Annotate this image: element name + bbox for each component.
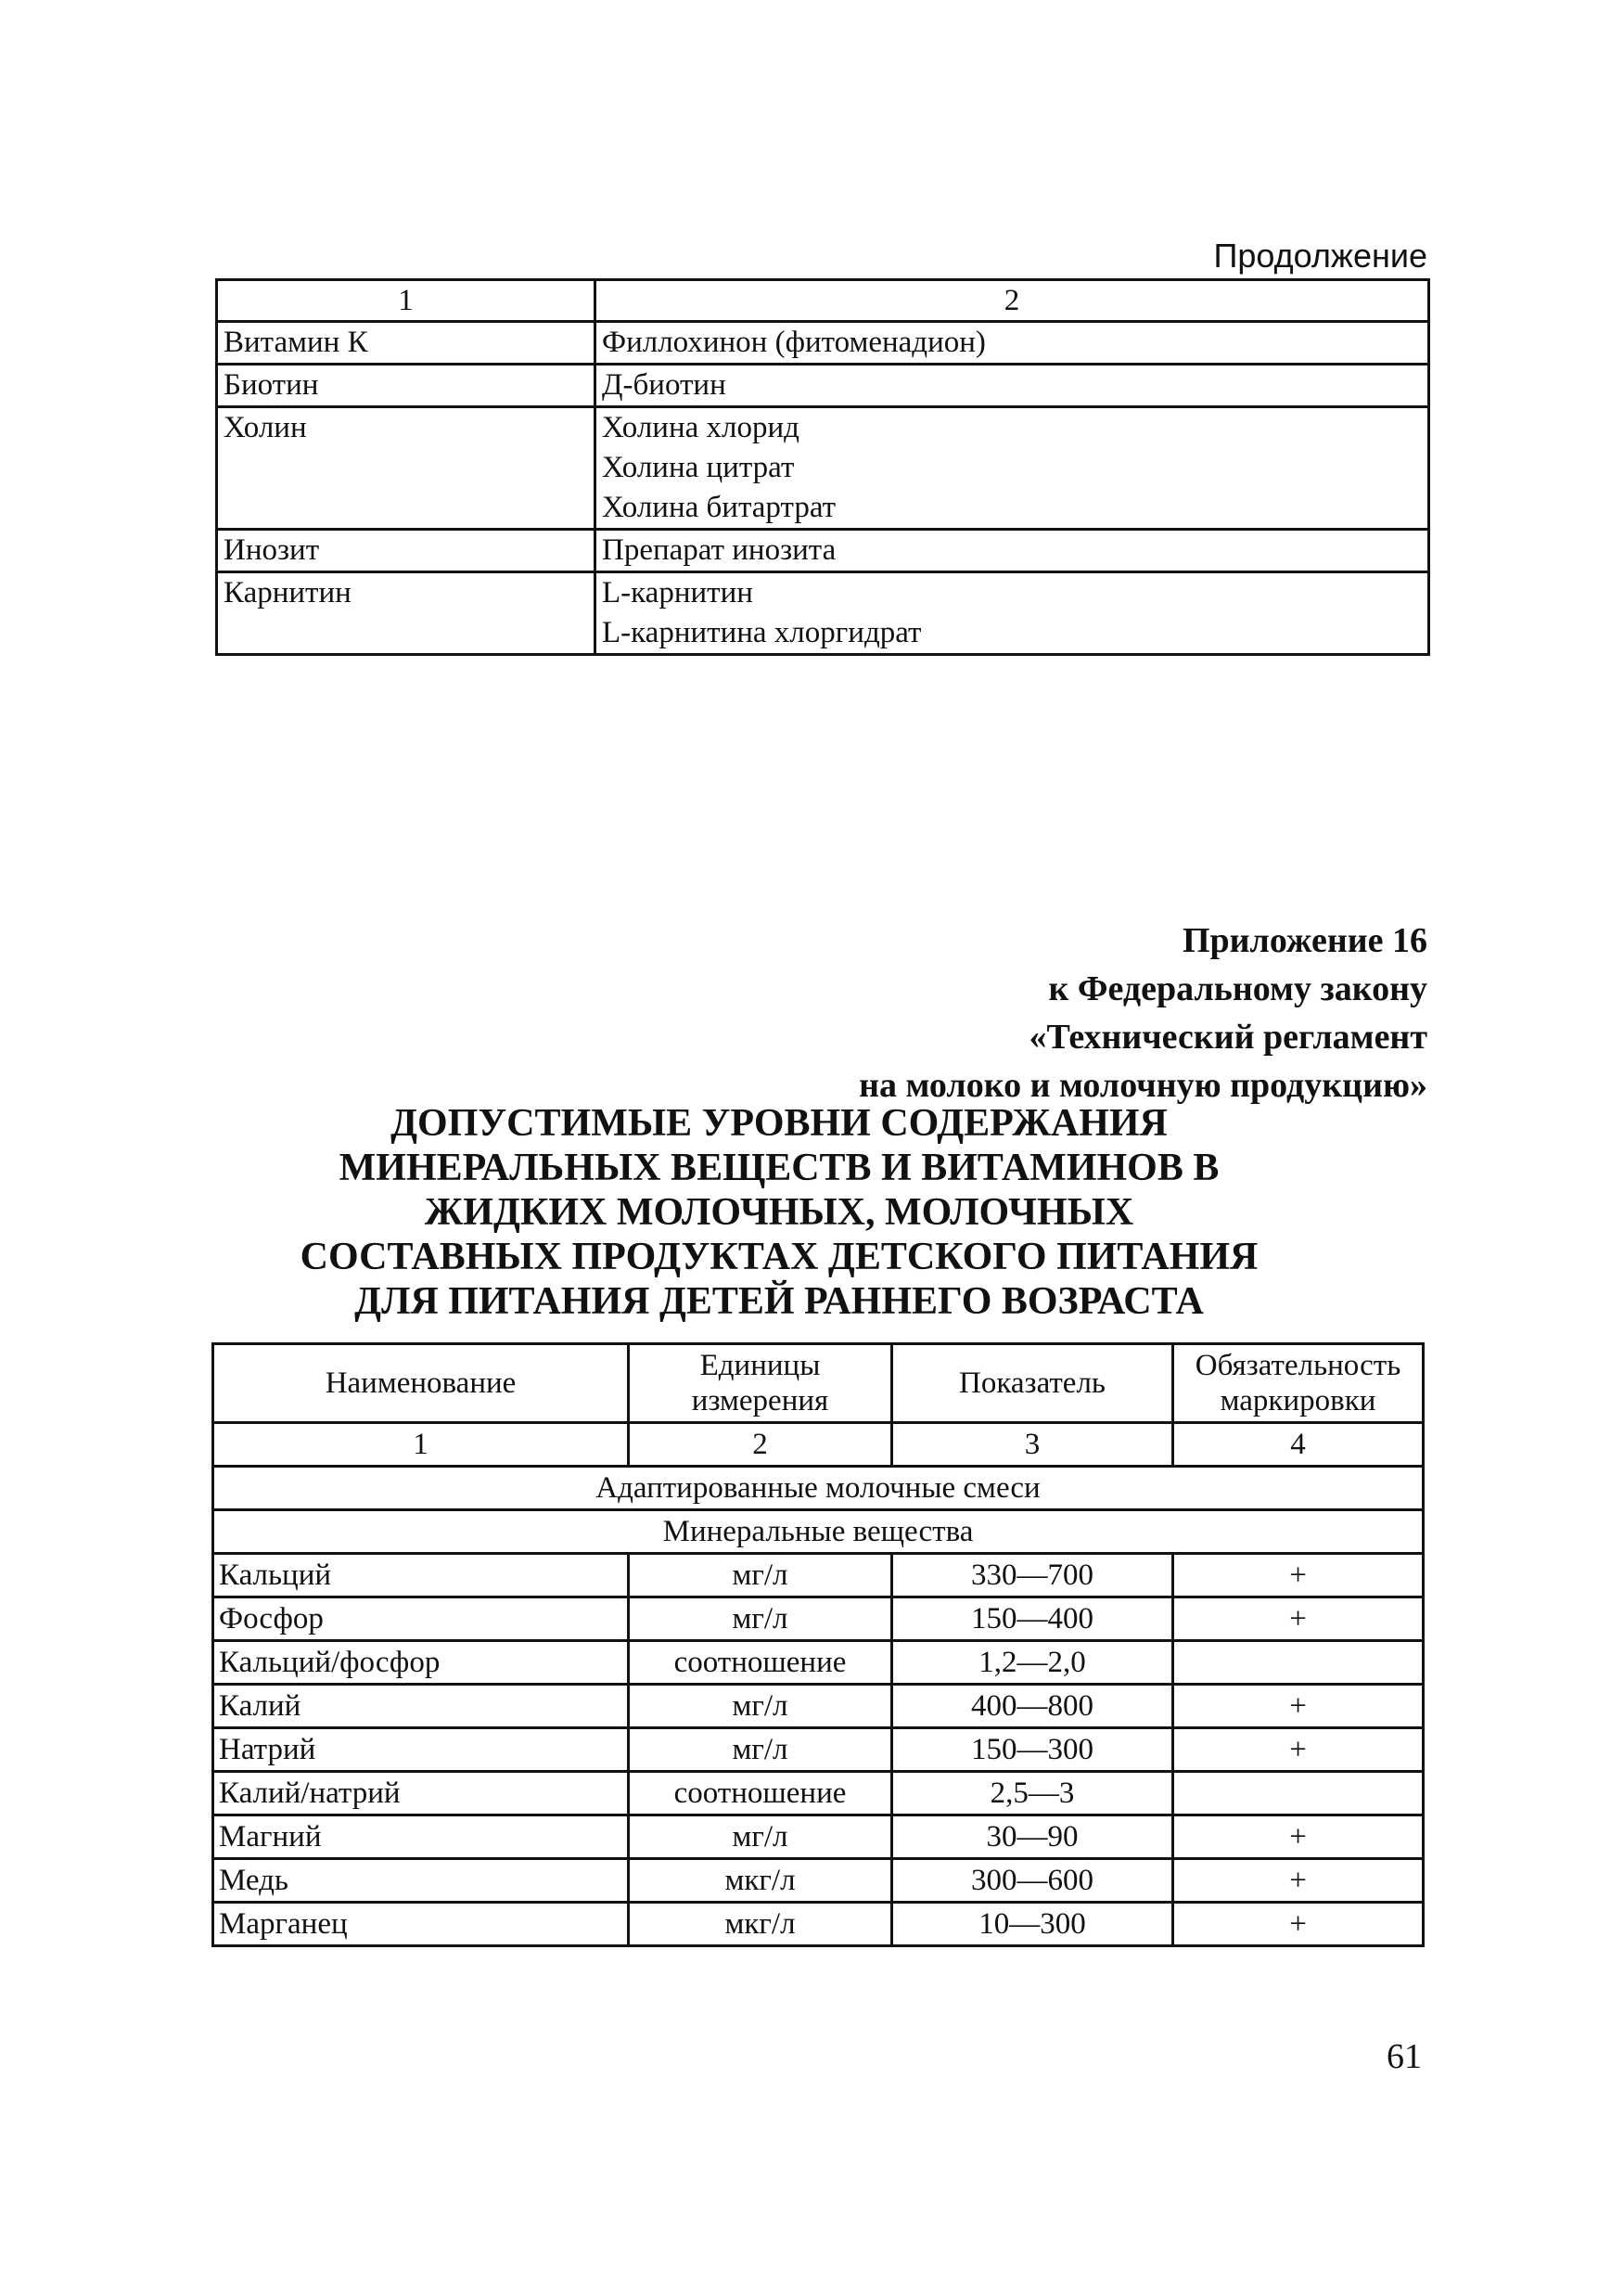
nutrient-value: 150—400 (892, 1597, 1173, 1641)
title-line: СОСТАВНЫХ ПРОДУКТАХ ДЕТСКОГО ПИТАНИЯ (300, 1236, 1259, 1278)
nutrient-name: Калий (213, 1685, 629, 1728)
column-number-4: 4 (1173, 1423, 1424, 1467)
nutrient-name: Натрий (213, 1728, 629, 1772)
vitamin-form: Препарат инозита (602, 533, 837, 567)
nutrient-unit: мг/л (629, 1597, 892, 1641)
section-row (213, 1467, 1424, 1510)
nutrient-value: 2,5—3 (892, 1772, 1173, 1815)
subsection-title: Минеральные вещества (213, 1510, 1424, 1554)
nutrient-name: Фосфор (213, 1597, 629, 1641)
nutrient-name: Медь (213, 1859, 629, 1903)
table-row (213, 1728, 1424, 1772)
nutrient-unit: мкг/л (629, 1859, 892, 1903)
nutrient-value: 330—700 (892, 1554, 1173, 1597)
nutrient-unit: мг/л (629, 1728, 892, 1772)
nutrient-name: Марганец (213, 1903, 629, 1946)
vitamin-name: Инозит (217, 530, 595, 572)
table-row (213, 1554, 1424, 1597)
table-row (217, 530, 1429, 572)
table-row (213, 1859, 1424, 1903)
page-title (260, 1101, 1298, 1324)
table-row (213, 1815, 1424, 1859)
title-line: ДЛЯ ПИТАНИЯ ДЕТЕЙ РАННЕГО ВОЗРАСТА (354, 1280, 1204, 1323)
table-row (213, 1772, 1424, 1815)
vitamin-form: Д-биотин (602, 368, 726, 402)
nutrient-name: Кальций/фосфор (213, 1641, 629, 1685)
table-row (213, 1685, 1424, 1728)
nutrient-unit: соотношение (629, 1641, 892, 1685)
nutrient-value: 30—90 (892, 1815, 1173, 1859)
subsection-row (213, 1510, 1424, 1554)
column-number-2: 2 (629, 1423, 892, 1467)
header-unit: Единицы измерения (629, 1344, 892, 1423)
title-line: МИНЕРАЛЬНЫХ ВЕЩЕСТВ И ВИТАМИНОВ В (339, 1147, 1220, 1189)
nutrient-unit: мг/л (629, 1685, 892, 1728)
nutrient-mark: + (1173, 1728, 1424, 1772)
nutrient-mark: + (1173, 1903, 1424, 1946)
nutrient-value: 150—300 (892, 1728, 1173, 1772)
table-header-row (217, 280, 1429, 322)
title-line: ЖИДКИХ МОЛОЧНЫХ, МОЛОЧНЫХ (424, 1191, 1134, 1234)
column-number-1: 1 (213, 1423, 629, 1467)
nutrient-mark (1173, 1641, 1424, 1685)
column-number-2: 2 (595, 280, 1429, 322)
nutrient-mark: + (1173, 1685, 1424, 1728)
nutrient-value: 400—800 (892, 1685, 1173, 1728)
annex-number: Приложение 16 (1182, 921, 1427, 960)
section-title: Адаптированные молочные смеси (213, 1467, 1424, 1510)
vitamin-form: L-карнитин (602, 576, 753, 609)
vitamin-form: Холина хлорид (602, 411, 799, 444)
table-row (213, 1641, 1424, 1685)
vitamin-form: Холина цитрат (602, 451, 795, 484)
nutrient-mark: + (1173, 1554, 1424, 1597)
table-row (217, 365, 1429, 407)
continuation-label: Продолжение (1213, 237, 1427, 275)
vitamin-name: Витамин К (217, 322, 595, 365)
vitamin-forms (595, 407, 1429, 530)
nutrient-mark: + (1173, 1597, 1424, 1641)
column-number-1: 1 (217, 280, 595, 322)
vitamin-form: L-карнитина хлоргидрат (602, 616, 922, 649)
annex-line: на молоко и молочную продукцию» (859, 1066, 1427, 1105)
nutrient-name: Калий/натрий (213, 1772, 629, 1815)
vitamin-forms-table (215, 278, 1430, 656)
column-number-3: 3 (892, 1423, 1173, 1467)
table-row (217, 407, 1429, 530)
nutrient-value: 1,2—2,0 (892, 1641, 1173, 1685)
header-mark: Обязательность маркировки (1173, 1344, 1424, 1423)
nutrient-mark: + (1173, 1859, 1424, 1903)
annex-line: к Федеральному закону (1048, 969, 1427, 1008)
nutrient-name: Магний (213, 1815, 629, 1859)
annex-heading (859, 917, 1427, 1110)
table-row (213, 1597, 1424, 1641)
vitamin-forms (595, 530, 1429, 572)
vitamin-name: Биотин (217, 365, 595, 407)
vitamin-form: Холина битартрат (602, 491, 837, 524)
column-numbers-row (213, 1423, 1424, 1467)
vitamin-name: Холин (217, 407, 595, 530)
nutrient-name: Кальций (213, 1554, 629, 1597)
nutrient-mark: + (1173, 1815, 1424, 1859)
header-value: Показатель (892, 1344, 1173, 1423)
table-row (217, 322, 1429, 365)
vitamin-forms (595, 572, 1429, 655)
nutrient-unit: соотношение (629, 1772, 892, 1815)
nutrient-unit: мкг/л (629, 1903, 892, 1946)
header-name: Наименование (213, 1344, 629, 1423)
nutrient-value: 300—600 (892, 1859, 1173, 1903)
table-row (217, 572, 1429, 655)
table-row (213, 1903, 1424, 1946)
page-number: 61 (1387, 2037, 1422, 2076)
title-line: ДОПУСТИМЫЕ УРОВНИ СОДЕРЖАНИЯ (390, 1102, 1168, 1145)
nutrient-mark (1173, 1772, 1424, 1815)
vitamin-name: Карнитин (217, 572, 595, 655)
vitamin-form: Филлохинон (фитоменадион) (602, 326, 986, 359)
nutrient-unit: мг/л (629, 1554, 892, 1597)
nutrient-unit: мг/л (629, 1815, 892, 1859)
annex-line: «Технический регламент (1029, 1018, 1427, 1057)
vitamin-forms (595, 322, 1429, 365)
table-header-row (213, 1344, 1424, 1423)
mineral-levels-table (211, 1342, 1425, 1947)
nutrient-value: 10—300 (892, 1903, 1173, 1946)
vitamin-forms (595, 365, 1429, 407)
